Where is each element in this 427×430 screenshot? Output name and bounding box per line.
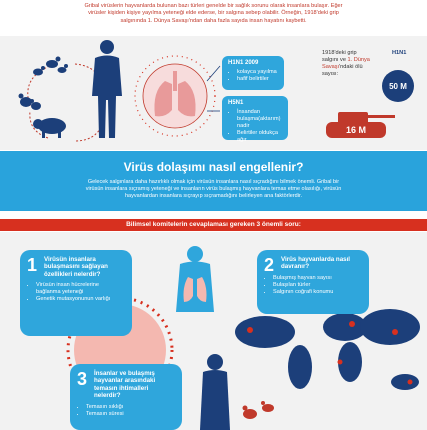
question-3-item: • Temasın sıklığı bbox=[86, 404, 174, 411]
prevention-banner bbox=[0, 151, 427, 211]
trachea-icon bbox=[173, 71, 177, 91]
question-2-box bbox=[257, 250, 369, 314]
torso-icon bbox=[176, 246, 214, 312]
questions-band bbox=[0, 232, 427, 430]
banner-line-3: hayvanlardan insanlara sıçrayıp sıçramadığını belirleyen ana faktörlerdir. bbox=[124, 193, 302, 199]
stat-text: salgını ve bbox=[322, 57, 346, 63]
h1n1-item: • kolayca yayılma bbox=[237, 69, 278, 76]
chickens-icon bbox=[243, 401, 275, 419]
question-1-item: • Genetik mutasyonunun varlığı bbox=[36, 296, 124, 303]
war-deaths-label: 16 M bbox=[345, 125, 367, 135]
question-1-item: • Virüsün insan hücrelerine bağlanma yeteneği bbox=[36, 282, 124, 296]
callout-line-1 bbox=[207, 66, 220, 81]
chicken-icon bbox=[19, 94, 42, 111]
h1n1-callout bbox=[222, 56, 284, 90]
questions-header: Bilimsel komitelerin cevaplaması gereken 3 önemli soru: bbox=[0, 219, 427, 231]
h5n1-callout bbox=[222, 96, 288, 143]
h5n1-item: • Belirtiler oldukça ağır bbox=[237, 130, 282, 144]
question-2-item: • Bulaşmış hayvan sayısı bbox=[273, 275, 361, 282]
h5n1-item: • İnsandan bulaşma(aktarım) nadir bbox=[237, 109, 282, 130]
stat-text-red: 1. Dünya bbox=[347, 57, 370, 63]
stat-text: 'ndaki ölü bbox=[339, 64, 363, 70]
intro-line-3: salgınında 1. Dünya Savaşı'ndan daha fazla sayıda insan hayatını kaybetti. bbox=[120, 17, 307, 24]
question-3-item: • Temasın süresi bbox=[86, 411, 174, 418]
flu-deaths-label: 50 M bbox=[389, 82, 407, 91]
h1n1-item: • hafif belirtiler bbox=[237, 76, 278, 83]
question-1-number: 1 bbox=[27, 255, 38, 275]
person-icon bbox=[92, 40, 122, 138]
question-1-title: Virüsün insanlara bulaşmasını sağlayan özellikleri nelerdir? bbox=[44, 256, 108, 278]
farmer-icon bbox=[200, 354, 230, 430]
intro-line-2: virüsler kişiden kişiye yayılma yeteneği elde ederse, bir salgına sebep olabilir. Örneğin, 1918'deki grip bbox=[88, 10, 339, 17]
question-3-box bbox=[70, 364, 182, 430]
intro-line-1: Gribal virüslerin hayvanlarda bulunan bazı türleri genelde bir sağlık sorunu olarak insanlara bulaşır. Eğer bbox=[84, 3, 343, 9]
h5n1-title: H5N1 bbox=[228, 100, 244, 106]
banner-line-2: virüsün insanlara sıçramış yeteneği ve insanların virüs bulaşmış hayvanlara temas etme olasılığı, virüsün bbox=[85, 186, 342, 192]
intro-text bbox=[20, 3, 407, 25]
h1n1-title: H1N1 2009 bbox=[228, 60, 259, 66]
question-3-number: 3 bbox=[77, 369, 88, 389]
question-2-number: 2 bbox=[264, 255, 275, 275]
flu-war-stat bbox=[322, 50, 382, 78]
banner-line-1: Gelecek salgınlara daha hazırlıklı olmak için virüsün insanlara nasıl sıçradığını bilmek önemli. Gribal bir bbox=[87, 179, 340, 185]
question-2-item: • Salgının coğrafi konumu bbox=[273, 289, 361, 296]
question-3-title: İnsanlar ve bulaşmış hayvanlar arasındaki temasın ihtimalleri nelerdir? bbox=[94, 370, 156, 400]
duck-icon bbox=[33, 57, 68, 76]
stat-text-red: Savaşı bbox=[322, 64, 340, 70]
world-map-icon bbox=[235, 309, 420, 390]
stat-text: 1918'deki grip bbox=[322, 50, 357, 56]
pig-icon bbox=[33, 118, 66, 138]
stat-text: sayısı: bbox=[322, 71, 339, 77]
question-1-box bbox=[20, 250, 132, 336]
transmission-band bbox=[0, 36, 427, 150]
h1n1-tag: H1N1 bbox=[392, 50, 407, 56]
question-2-title: Virüs hayvanlarda nasıl davranır? bbox=[281, 256, 351, 271]
banner-title: Virüs dolaşımı nasıl engellenir? bbox=[123, 160, 304, 174]
question-2-item: • Bulaşılan türler bbox=[273, 282, 361, 289]
